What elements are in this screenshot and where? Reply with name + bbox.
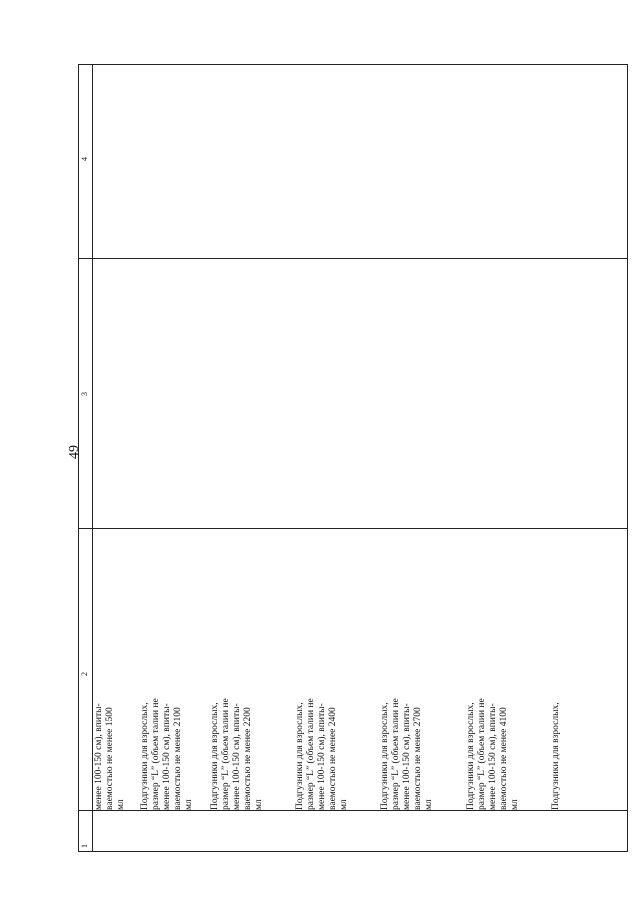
page-number: 49 bbox=[67, 445, 82, 459]
column-number-1: 1 bbox=[80, 844, 89, 848]
entry-line: Подгузники для взрослых, bbox=[380, 702, 390, 810]
entry-line: мл bbox=[184, 799, 194, 810]
entry-line: ваемостью не менее 1500 bbox=[105, 707, 115, 810]
entry-line: мл bbox=[116, 799, 126, 810]
rotated-page bbox=[68, 52, 628, 852]
entry-line: ваемостью не менее 2700 bbox=[413, 707, 423, 810]
entry-line: менее 100-150 см), впиты- bbox=[162, 703, 172, 810]
table-entry bbox=[551, 531, 562, 810]
entry-line: ваемостью не менее 2100 bbox=[173, 707, 183, 810]
column-divider bbox=[79, 258, 627, 259]
table-entry bbox=[466, 531, 521, 810]
entry-line: размер “L” (объем талии не bbox=[221, 698, 231, 810]
header-divider bbox=[92, 65, 93, 851]
entry-line: Подгузники для взрослых, bbox=[551, 702, 561, 810]
entry-line: ваемостью не менее 2200 bbox=[243, 707, 253, 810]
column-number-3: 3 bbox=[80, 392, 89, 396]
table-entry bbox=[94, 531, 127, 810]
entry-line: менее 100-150 см), впиты- bbox=[488, 703, 498, 810]
column-divider bbox=[79, 528, 627, 529]
entry-line: Подгузники для взрослых, bbox=[140, 702, 150, 810]
table-entry bbox=[210, 531, 265, 810]
entry-line: размер “L” (объем талии не bbox=[477, 698, 487, 810]
entry-line: размер “L” (объем талии не bbox=[391, 698, 401, 810]
column-number-4: 4 bbox=[80, 157, 89, 161]
entry-line: размер “L” (объем талии не bbox=[151, 698, 161, 810]
entry-line: Подгузники для взрослых, bbox=[295, 702, 305, 810]
column-divider bbox=[79, 810, 627, 811]
entry-line: мл bbox=[254, 799, 264, 810]
entry-line: менее 100-150 см), впиты- bbox=[317, 703, 327, 810]
table-entry bbox=[380, 531, 435, 810]
entry-line: Подгузники для взрослых, bbox=[466, 702, 476, 810]
column-number-2: 2 bbox=[80, 672, 89, 676]
document-table bbox=[78, 64, 628, 852]
entry-line: Подгузники для взрослых, bbox=[210, 702, 220, 810]
entry-line: размер “L” (объем талии не bbox=[306, 698, 316, 810]
entry-line: ваемостью не менее 2400 bbox=[328, 707, 338, 810]
table-entry bbox=[140, 531, 195, 810]
entry-line: менее 100-150 см), впиты- bbox=[402, 703, 412, 810]
entry-line: мл bbox=[424, 799, 434, 810]
entry-line: мл bbox=[339, 799, 349, 810]
entry-line: менее 100-150 см), впиты- bbox=[94, 703, 104, 810]
entry-line: менее 100-150 см), впиты- bbox=[232, 703, 242, 810]
entry-line: ваемостью не менее 4100 bbox=[499, 707, 509, 810]
entry-line: мл bbox=[510, 799, 520, 810]
table-entry bbox=[295, 531, 350, 810]
